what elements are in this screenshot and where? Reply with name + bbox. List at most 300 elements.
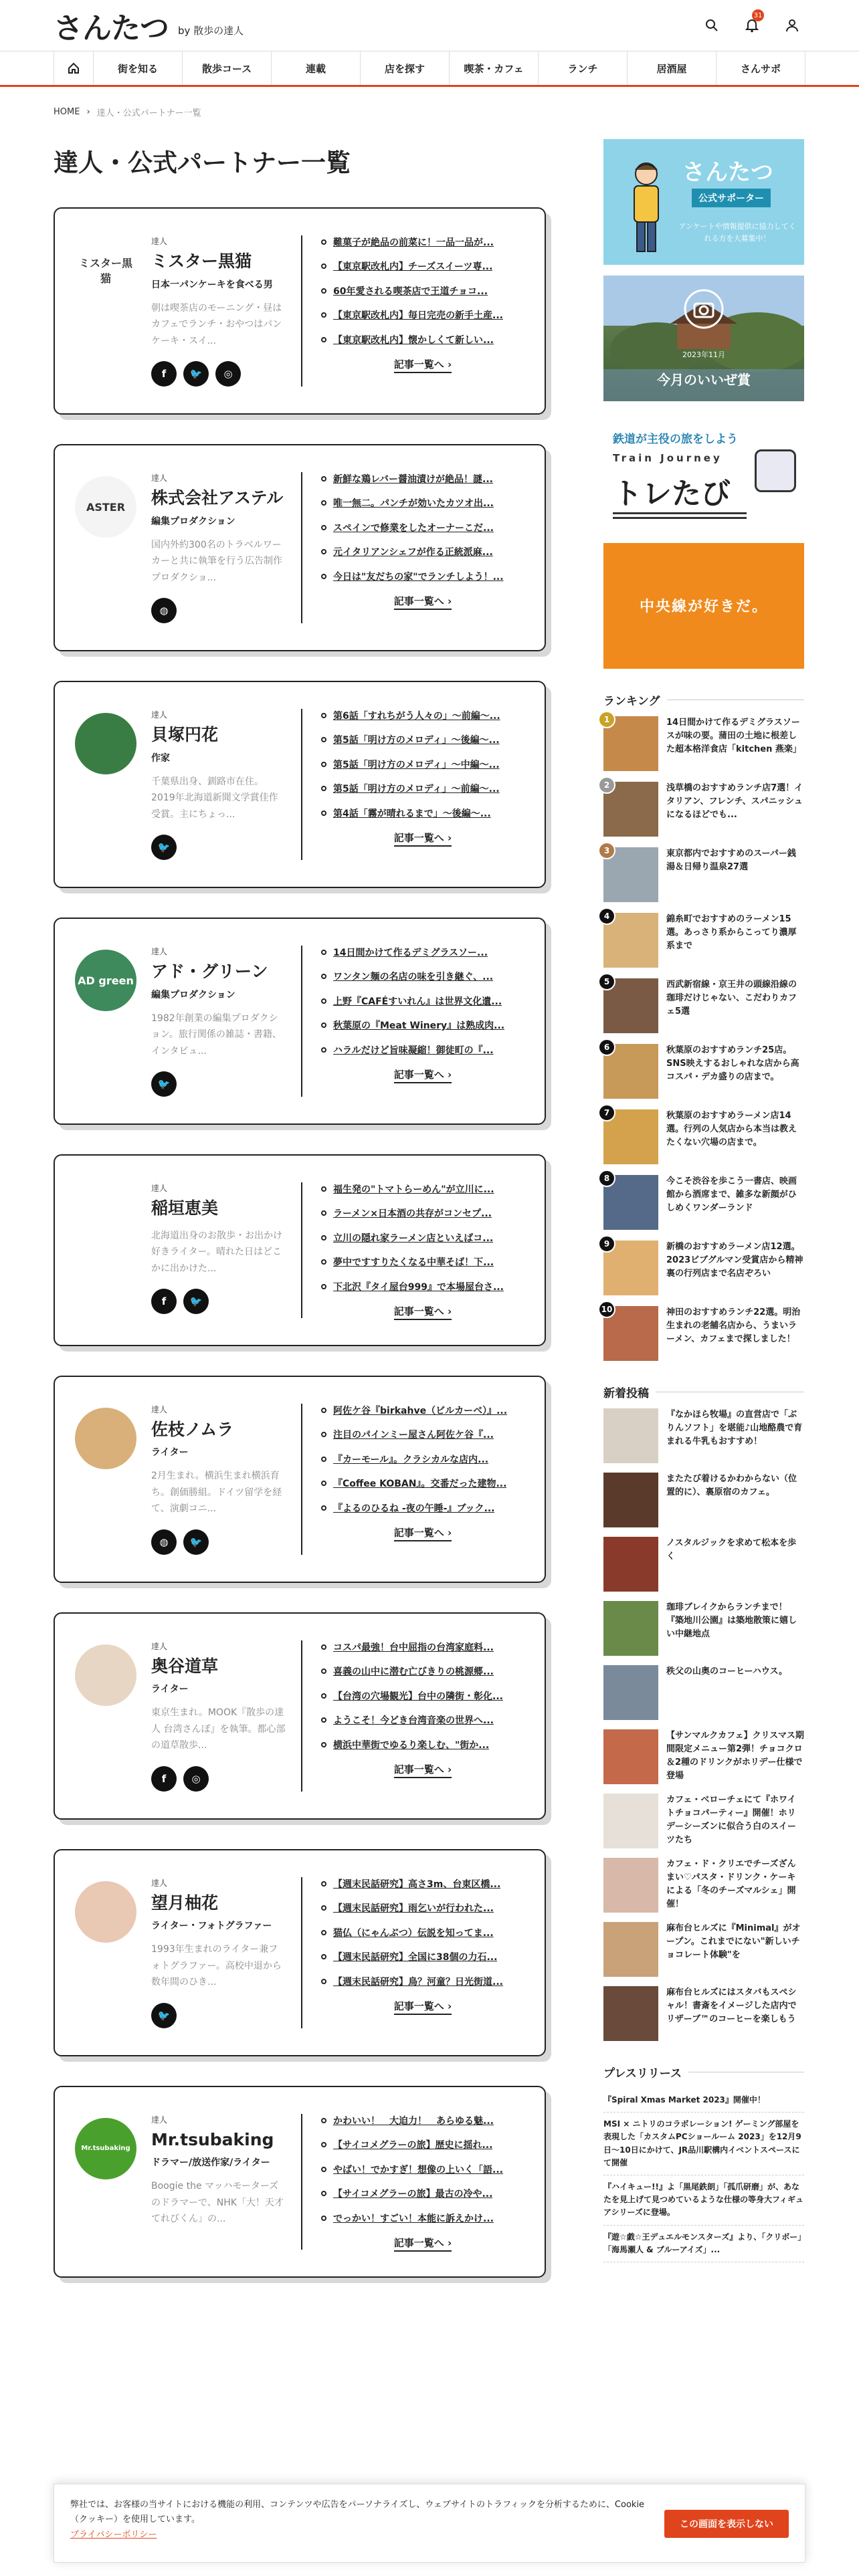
article-link[interactable] [321,1182,524,1197]
partner-job: ドラマー/放送作家/ライター [151,2157,270,2169]
nav-item-lunch[interactable]: ランチ [539,51,628,85]
bullet-icon [321,1669,326,1674]
ranking-item[interactable] [603,1109,804,1164]
ranking-item[interactable] [603,978,804,1033]
partner-desc: 東京生まれ。MOOK『散歩の達人 台湾さんぽ』を執筆。都心部の道草散歩... [151,1707,286,1751]
partner-card [54,1612,546,1820]
new-post-thumbnail [603,1729,658,1784]
article-link[interactable] [321,1713,524,1728]
new-post-thumbnail [603,1537,658,1592]
article-link[interactable] [321,1453,524,1467]
article-title: スペインで修業をしたオーナーこだ... [333,522,494,534]
partner-articles [302,235,524,387]
new-post-item[interactable] [603,1729,804,1784]
globe-icon[interactable]: ◍ [151,1529,177,1555]
breadcrumb-home[interactable]: HOME [54,107,80,117]
partner-profile [75,1640,302,1792]
bullet-icon [321,762,326,767]
article-link[interactable] [321,235,524,250]
article-link[interactable] [321,1640,524,1655]
article-title: 元イタリアンシェフが作る正統派麻... [333,547,493,558]
article-link[interactable] [321,1926,524,1941]
article-link[interactable] [321,259,524,274]
new-post-thumbnail [603,1473,658,1527]
ranking-item[interactable] [603,913,804,968]
ranking-title: 浅草橋のおすすめランチ店7選！イタリアン、フレンチ、スパニッシュになるほどでも... [666,783,803,821]
chevron-right-icon: › [444,2000,452,2012]
article-link[interactable] [321,308,524,323]
article-link[interactable] [321,782,524,796]
more-articles-label [394,358,452,373]
ranking-title: 新橋のおすすめラーメン店12選。2023ビブグルマン受賞店から精神裏の行列店まで名店ぞろい [666,1242,803,1279]
article-link[interactable] [321,333,524,348]
banner-iize[interactable] [603,276,804,401]
sidebar [603,139,804,2262]
more-articles-button[interactable] [321,2236,524,2250]
article-title: 【東京駅改札内】チーズスイーツ専... [333,261,493,273]
more-articles-label [394,2000,452,2015]
rank-number: 10 [598,1301,615,1318]
banner-supporter-note: アンケートや情報提供に協力してくれる方を大募集中！ [678,222,796,243]
avatar-label: ASTER [86,500,126,514]
article-link[interactable] [321,2138,524,2153]
article-link[interactable] [321,1255,524,1270]
bullet-icon [321,2142,326,2147]
partner-job: 日本一パンケーキを食べる男 [151,279,273,290]
bullet-icon [321,2118,326,2123]
site-logo[interactable]: さんたつ [54,11,169,45]
new-post-title: 珈琲ブレイクからランチまで！『築地川公園』は築地散策に嬉しい中継地点 [666,1602,797,1640]
article-title: 秋葉原の『Meat Winery』は熟成肉... [333,1021,505,1032]
partner-role: 達人 [151,1878,168,1888]
new-post-title: カフェ・ベローチェにて『ホワイトチョコパーティー』開催！ホリデーシーズンに似合う白のスイーツたち [666,1795,796,1846]
partner-job: ライター・フォトグラファー [151,1921,272,1932]
partner-name[interactable]: 奥谷道草 [151,1656,219,1676]
article-title: 立川の隠れ家ラーメン店といえばコ... [333,1232,494,1244]
article-link[interactable] [321,2163,524,2177]
partner-name[interactable]: 望月柚花 [151,1893,219,1913]
article-title: 唯一無二。パンチが効いたカツオ出... [333,498,494,510]
article-link[interactable] [321,1018,524,1033]
article-title: 【週末民話研究】高さ3m、台東区橋... [333,1879,501,1890]
avatar[interactable] [75,2118,136,2179]
partner-role: 達人 [151,1184,168,1193]
article-title: 下北沢『タイ屋台999』で本場屋台さ... [333,1281,504,1293]
bullet-icon [321,1505,326,1511]
new-post-item[interactable] [603,1922,804,1977]
chevron-right-icon: › [444,831,452,844]
more-articles-text: 記事一覧へ [393,2236,444,2249]
bullet-icon [321,476,326,481]
press-release-link[interactable]: 『ハイキュー!!』よ「黒尾鉄朗」「孤爪研磨」が、あなたを見上げて見つめているような仕様の等身大フィギュアシリーズに登場。 [603,2175,804,2226]
rank-number: 5 [598,973,615,990]
article-link[interactable] [321,2114,524,2129]
new-post-item[interactable] [603,1986,804,2041]
article-title: 『よるのひるね -夜の午睡-』ブック... [333,1503,495,1514]
ranking-item[interactable] [603,1175,804,1230]
facebook-icon[interactable]: f [151,361,177,387]
partner-info [151,1877,286,2028]
new-post-thumbnail [603,1922,658,1977]
ranking-item[interactable] [603,716,804,771]
notification-badge: 31 [752,9,764,21]
partner-desc: 国内外約300名のトラベルワーカーと共に執筆を行う広告制作プロダクショ... [151,539,282,583]
twitter-icon[interactable]: 🐦 [183,1529,209,1555]
cookie-text: 弊社では、お客様の当サイトにおける機能の利用、コンテンツや広告をパーソナライズし、ウェブサイトのトラフィックを分析するために、Cookie（クッキー）を使用しています。 [70,2500,645,2525]
bullet-icon [321,2167,326,2172]
partner-role: 達人 [151,237,168,246]
more-articles-text: 記事一覧へ [393,1068,444,1081]
nav-item-mise[interactable]: 店を探す [361,51,450,85]
bullet-icon [321,312,326,318]
article-link[interactable] [321,1477,524,1491]
avatar[interactable] [75,239,136,301]
article-title: ラーメン×日本酒の共存がコンセプ... [333,1208,492,1220]
article-link[interactable] [321,994,524,1009]
more-articles-button[interactable] [321,831,524,845]
partner-name[interactable]: 佐枝ノムラ [151,1419,234,1439]
bell-icon[interactable] [739,12,765,39]
twitter-icon[interactable]: 🐦 [151,835,177,860]
new-post-title: 【サンマルクカフェ】クリスマス期間限定メニュー第2弾！チョコクロ＆2種のドリンクがホリデー仕様で登場 [666,1731,804,1782]
banner-supporter-subtitle: 公式サポーター [692,189,771,207]
article-link[interactable] [321,1738,524,1753]
partner-name[interactable]: ミスター黒猫 [151,251,252,271]
avatar[interactable] [75,713,136,774]
partner-card [54,2086,546,2278]
nav-item-course[interactable]: 散歩コース [183,51,272,85]
bullet-icon [321,263,326,269]
nav-item-machi[interactable]: 街を知る [94,51,183,85]
cookie-dismiss-button[interactable]: この画面を表示しない [664,2510,789,2538]
avatar[interactable] [75,1881,136,1943]
more-articles-text: 記事一覧へ [393,358,444,370]
new-post-title: カフェ・ド・クリエでチーズざんまい♡パスタ・ドリンク・ケーキによる「冬のチーズマルシェ」開催！ [666,1859,796,1910]
rank-number: 2 [598,776,615,794]
article-link[interactable] [321,1689,524,1704]
new-posts-list [603,1408,804,2041]
article-title: 【週末民話研究】全国に38個の力石... [333,1952,498,1963]
partner-articles [302,1182,524,1318]
article-title: やばい！でかすぎ！想像の上いく「語... [333,2164,503,2175]
more-articles-button[interactable] [321,1762,524,1776]
more-articles-label [394,2237,452,2252]
new-post-item[interactable] [603,1858,804,1913]
partner-profile [75,1404,302,1555]
partner-job: ライター [151,1684,189,1695]
social-links [151,361,286,387]
partner-list [54,207,546,2307]
partner-desc: 1993年生まれのライター兼フォトグラファー。高校中退から数年間のひき... [151,1944,282,1988]
new-posts-title: 新着投稿 [603,1384,804,1400]
article-link[interactable] [321,2212,524,2226]
article-link[interactable] [321,1404,524,1418]
banner-supporter[interactable] [603,139,804,265]
article-link[interactable] [321,570,524,584]
article-link[interactable] [321,733,524,748]
article-title: 第5話「明け方のメロディ」〜前編〜... [333,784,500,795]
ranking-title: ランキング [603,691,804,708]
bullet-icon [321,574,326,579]
article-link[interactable] [321,1043,524,1058]
partner-info [151,709,286,860]
partner-name[interactable]: 株式会社アステル [151,488,284,508]
partner-desc: 北海道出身のお散歩・お出かけ好きライター。晴れた日はどこかに出かけた... [151,1230,282,1274]
article-title: 60年愛される喫茶店で王道チョコ... [333,286,488,297]
more-articles-button[interactable] [321,357,524,371]
more-articles-text: 記事一覧へ [393,831,444,844]
partner-card [54,1849,546,2056]
banner-toretabi[interactable] [603,412,804,532]
instagram-icon[interactable]: ◎ [215,361,241,387]
social-links [151,2003,286,2028]
user-icon[interactable] [779,12,805,39]
press-release-link[interactable]: MSI × ニトリのコラボレーション! ゲーミング部屋を表現した「カスタムPCショールーム 2023」を12月9日〜10日にかけて、JR品川駅構内イベントスペースにて開催 [603,2113,804,2175]
article-link[interactable] [321,472,524,487]
bullet-icon [321,1881,326,1887]
article-title: 喜義の山中に潜む亡びきりの桃源郷... [333,1667,494,1678]
partner-job: ライター [151,1447,189,1459]
article-link[interactable] [321,807,524,821]
new-post-item[interactable] [603,1537,804,1592]
site-logo-sub: by 散歩の達人 [178,24,244,37]
bullet-icon [321,998,326,1004]
article-title: ハラルだけど旨味凝縮！御徒町の『... [333,1045,494,1056]
twitter-icon[interactable]: 🐦 [151,2003,177,2028]
article-link[interactable] [321,1501,524,1516]
avatar[interactable] [75,1644,136,1706]
new-post-thumbnail [603,1601,658,1656]
search-icon[interactable] [698,12,725,39]
social-links [151,835,286,860]
facebook-icon[interactable]: f [151,1289,177,1314]
twitter-icon[interactable]: 🐦 [183,1289,209,1314]
article-title: でっかい！すごい！本能に訴えかけ... [333,2213,494,2224]
nav-item-izakaya[interactable]: 居酒屋 [628,51,717,85]
new-post-item[interactable] [603,1601,804,1656]
globe-icon[interactable]: ◍ [151,598,177,623]
rank-number: 7 [598,1104,615,1121]
partner-role: 達人 [151,710,168,720]
partner-name[interactable]: アド・グリーン [151,962,268,981]
social-links [151,1529,286,1555]
chevron-right-icon: › [444,2236,452,2249]
bullet-icon [321,1457,326,1462]
bullet-icon [321,1259,326,1265]
avatar[interactable] [75,1408,136,1469]
social-links [151,1071,286,1097]
bullet-icon [321,1644,326,1650]
banner-iize-title: 今月のいいぜ賞 [657,372,751,388]
partner-articles [302,709,524,860]
social-links [151,1289,286,1314]
ranking-item[interactable] [603,1044,804,1099]
new-post-title: またたび着けるかわからない（位置的に）、裏原宿のカフェ。 [666,1474,797,1498]
article-link[interactable] [321,1665,524,1679]
banner-chuosen[interactable] [603,543,804,669]
more-articles-button[interactable] [321,1525,524,1539]
article-title: ようこそ！今どき台湾音楽の世界へ... [333,1715,494,1727]
partner-job: 作家 [151,752,170,764]
article-link[interactable] [321,758,524,772]
article-title: 注目のパインミー屋さん阿佐ケ谷『... [333,1430,494,1441]
partner-profile [75,235,302,387]
article-title: 今日は"友だちの家"でランチしよう！... [333,571,504,582]
more-articles-button[interactable] [321,1999,524,2013]
article-title: 夢中ですすりたくなる中華そば！下... [333,1257,494,1269]
chevron-right-icon: › [444,1305,452,1317]
partner-name[interactable]: Mr.tsubaking [151,2129,274,2149]
new-post-thumbnail [603,1858,658,1913]
banner-toretabi-title: トレたび [613,477,731,511]
bullet-icon [321,1408,326,1413]
nav-item-rensai[interactable]: 連載 [272,51,361,85]
ranking-item[interactable] [603,1241,804,1295]
bullet-icon [321,713,326,718]
ranking-item[interactable] [603,782,804,837]
more-articles-button[interactable] [321,594,524,608]
ranking-title: 秋葉原のおすすめランチ25店。SNS映えするおしゃれな店から高コスパ・デカ盛りの店まで。 [666,1045,799,1083]
twitter-icon[interactable]: 🐦 [183,361,209,387]
bullet-icon [321,1023,326,1028]
banner-iize-date: 2023年11月 [682,350,725,359]
ranking-item[interactable] [603,1306,804,1361]
new-post-item[interactable] [603,1408,804,1463]
partner-profile [75,2114,302,2250]
article-link[interactable] [321,970,524,984]
bullet-icon [321,737,326,742]
press-release-link[interactable]: 『遊☆戯☆王デュエルモンスターズ』より、「クリボー」「海馬瀬人 & ブルーアイズ」... [603,2226,804,2262]
article-title: 上野『CAFÉすいれん』は世界文化遺... [333,996,502,1007]
more-articles-label [394,1069,452,1083]
more-articles-label [394,1763,452,1778]
privacy-policy-link[interactable]: プライバシーポリシー [70,2530,157,2541]
article-link[interactable] [321,284,524,299]
rank-number: 8 [598,1170,615,1187]
more-articles-label [394,1305,452,1320]
partner-name[interactable]: 稲垣恵美 [151,1198,219,1218]
partner-card [54,918,546,1125]
rank-number: 6 [598,1039,615,1056]
press-list [603,2088,804,2262]
nav-item-cafe[interactable]: 喫茶・カフェ [450,51,539,85]
bullet-icon [321,1210,326,1216]
rail-track-icon [613,512,747,519]
bullet-icon [321,1979,326,1984]
banner-toretabi-en: Train Journey [613,452,723,464]
partner-info [151,235,286,387]
bullet-icon [321,1235,326,1241]
ranking-title: 西武新宿線・京王井の頭線沿線の珈琲だけじゃない、こだわりカフェ5選 [666,980,797,1017]
article-link[interactable] [321,946,524,960]
article-title: 【台湾の穴場観光】台中の隣街・彰化... [333,1691,503,1702]
site-header [0,0,859,51]
more-articles-text: 記事一覧へ [393,595,444,607]
article-link[interactable] [321,496,524,511]
article-link[interactable] [321,1280,524,1295]
new-post-item[interactable] [603,1794,804,1848]
partner-role: 達人 [151,2115,168,2125]
banner-chuosen-title: 中央線が好きだ。 [639,599,768,615]
article-link[interactable] [321,709,524,724]
article-link[interactable] [321,2187,524,2202]
bullet-icon [321,1047,326,1053]
facebook-icon[interactable]: f [151,1766,177,1792]
new-post-title: 秩父の山奥のコーヒーハウス。 [666,1667,787,1677]
partner-role: 達人 [151,1641,168,1651]
avatar-label: AD green [78,974,134,987]
partner-name[interactable]: 貝塚円花 [151,725,219,744]
new-post-item[interactable] [603,1473,804,1527]
partner-profile [75,472,302,623]
article-link[interactable] [321,1975,524,1990]
new-post-thumbnail [603,1986,658,2041]
bullet-icon [321,786,326,791]
article-link[interactable] [321,1950,524,1965]
article-link[interactable] [321,1231,524,1246]
chevron-right-icon: › [444,1068,452,1081]
press-release-link[interactable]: 『Spiral Xmas Market 2023』開催中！ [603,2088,804,2113]
nav-item-sansapo[interactable]: さんサポ [717,51,805,85]
more-articles-button[interactable] [321,1304,524,1318]
avatar-label: Mr.tsubaking [81,2145,130,2153]
partner-desc: 2月生まれ。横浜生まれ横浜育ち。創価勝組。ドイツ留学を経て、演劇コニ... [151,1471,282,1515]
article-title: 【サイコメグラーの旅】歴史に揺れ... [333,2140,493,2151]
article-link[interactable] [321,1901,524,1916]
new-post-item[interactable] [603,1665,804,1720]
article-link[interactable] [321,521,524,536]
ranking-title: 東京都内でおすすめのスーパー銭湯＆日帰り温泉27選 [666,849,796,873]
banner-supporter-title: さんたつ [682,159,773,186]
twitter-icon[interactable]: 🐦 [151,1071,177,1097]
bullet-icon [321,525,326,530]
ranking-item[interactable] [603,847,804,902]
article-link[interactable] [321,1428,524,1442]
banner-toretabi-subtitle: 鉄道が主役の旅をしよう [613,433,738,446]
bullet-icon [321,1284,326,1289]
article-link[interactable] [321,1206,524,1221]
article-title: 【サイコメグラーの旅】最古の冷や... [333,2189,493,2200]
bullet-icon [321,337,326,342]
rank-number: 4 [598,907,615,925]
cookie-banner [54,2484,805,2563]
breadcrumb [0,106,859,118]
article-title: 第5話「明け方のメロディ」〜後編〜... [333,735,500,746]
instagram-icon[interactable]: ◎ [183,1766,209,1792]
new-post-title: 麻布台ヒルズにはスタバもスペシャル！書斎をイメージした店内でリザーブ™のコーヒーを楽しもう [666,1988,797,2025]
bullet-icon [321,1717,326,1723]
article-link[interactable] [321,545,524,560]
partner-info [151,1182,286,1318]
more-articles-text: 記事一覧へ [393,1526,444,1539]
more-articles-button[interactable] [321,1067,524,1081]
partner-job: 編集プロダクション [151,516,235,527]
avatar[interactable] [75,950,136,1011]
article-link[interactable] [321,1877,524,1892]
partner-info [151,1404,286,1555]
partner-card [54,681,546,888]
bullet-icon [321,974,326,979]
new-post-thumbnail [603,1665,658,1720]
bullet-icon [321,1905,326,1911]
article-title: 阿佐ケ谷『birkahve（ビルカーベ）』... [333,1405,508,1416]
partner-card [54,1376,546,1583]
avatar[interactable] [75,1186,136,1248]
home-icon[interactable] [54,51,94,85]
avatar[interactable] [75,476,136,538]
main-nav [0,51,859,87]
article-title: 第4話「霧が晴れるまで」〜後編〜... [333,808,491,819]
